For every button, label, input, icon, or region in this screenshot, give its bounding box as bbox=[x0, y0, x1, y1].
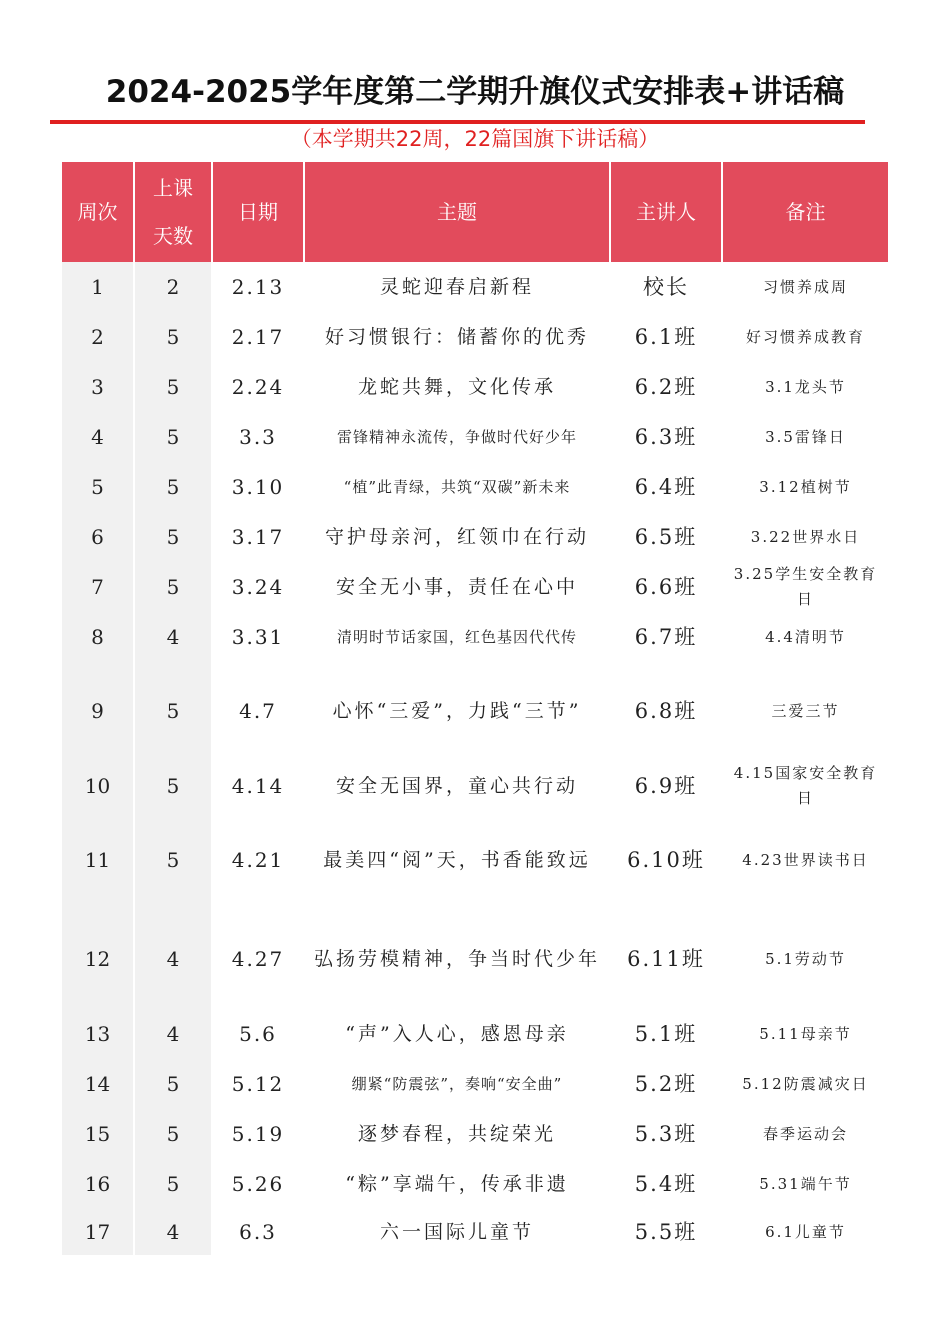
table-row bbox=[62, 1109, 888, 1159]
cell-note: 3.5雷锋日 bbox=[722, 412, 888, 462]
cell-days: 5 bbox=[134, 811, 212, 910]
cell-note: 6.1儿童节 bbox=[722, 1209, 888, 1255]
cell-week: 12 bbox=[62, 910, 134, 1009]
cell-days: 5 bbox=[134, 1059, 212, 1109]
cell-speaker: 6.1班 bbox=[610, 312, 722, 362]
cell-date: 2.24 bbox=[212, 362, 304, 412]
cell-days: 5 bbox=[134, 562, 212, 612]
cell-week: 10 bbox=[62, 761, 134, 811]
cell-date: 5.19 bbox=[212, 1109, 304, 1159]
cell-topic: 绷紧“防震弦”，奏响“安全曲” bbox=[304, 1059, 610, 1109]
table-header bbox=[62, 162, 888, 262]
cell-topic: 安全无国界，童心共行动 bbox=[304, 761, 610, 811]
cell-note: 4.23世界读书日 bbox=[722, 811, 888, 910]
cell-topic: 龙蛇共舞，文化传承 bbox=[304, 362, 610, 412]
table-row bbox=[62, 362, 888, 412]
cell-days: 5 bbox=[134, 512, 212, 562]
cell-date: 4.7 bbox=[212, 662, 304, 761]
cell-note: 春季运动会 bbox=[722, 1109, 888, 1159]
cell-date: 2.13 bbox=[212, 262, 304, 312]
cell-note: 好习惯养成教育 bbox=[722, 312, 888, 362]
cell-topic: 守护母亲河，红领巾在行动 bbox=[304, 512, 610, 562]
cell-date: 4.21 bbox=[212, 811, 304, 910]
table-body bbox=[62, 262, 888, 1255]
header-days: 上课 天数 bbox=[134, 162, 212, 262]
page-title: 2024-2025学年度第二学期升旗仪式安排表+讲话稿 bbox=[105, 74, 845, 110]
cell-week: 15 bbox=[62, 1109, 134, 1159]
table-row bbox=[62, 811, 888, 910]
cell-days: 5 bbox=[134, 1109, 212, 1159]
cell-speaker: 5.2班 bbox=[610, 1059, 722, 1109]
cell-note: 3.25学生安全教育日 bbox=[722, 562, 888, 612]
cell-date: 4.27 bbox=[212, 910, 304, 1009]
cell-week: 2 bbox=[62, 312, 134, 362]
cell-speaker: 5.3班 bbox=[610, 1109, 722, 1159]
cell-days: 4 bbox=[134, 612, 212, 662]
cell-topic: “粽”享端午，传承非遗 bbox=[304, 1159, 610, 1209]
cell-speaker: 6.8班 bbox=[610, 662, 722, 761]
cell-topic: 心怀“三爱”，力践“三节” bbox=[304, 662, 610, 761]
table-row bbox=[62, 1059, 888, 1109]
cell-days: 5 bbox=[134, 662, 212, 761]
cell-note: 3.12植树节 bbox=[722, 462, 888, 512]
cell-week: 14 bbox=[62, 1059, 134, 1109]
cell-topic: 最美四“阅”天，书香能致远 bbox=[304, 811, 610, 910]
cell-note: 5.11母亲节 bbox=[722, 1009, 888, 1059]
cell-note: 5.31端午节 bbox=[722, 1159, 888, 1209]
cell-week: 9 bbox=[62, 662, 134, 761]
cell-speaker: 6.5班 bbox=[610, 512, 722, 562]
table-row bbox=[62, 1209, 888, 1255]
cell-speaker: 6.9班 bbox=[610, 761, 722, 811]
table-row bbox=[62, 562, 888, 612]
table-row bbox=[62, 1159, 888, 1209]
cell-note: 3.22世界水日 bbox=[722, 512, 888, 562]
cell-topic: 弘扬劳模精神，争当时代少年 bbox=[304, 910, 610, 1009]
header-topic: 主题 bbox=[304, 162, 610, 262]
cell-date: 3.17 bbox=[212, 512, 304, 562]
cell-date: 3.24 bbox=[212, 562, 304, 612]
cell-topic: “植”此青绿，共筑“双碳”新未来 bbox=[304, 462, 610, 512]
cell-date: 5.26 bbox=[212, 1159, 304, 1209]
cell-week: 8 bbox=[62, 612, 134, 662]
cell-week: 7 bbox=[62, 562, 134, 612]
cell-speaker: 6.7班 bbox=[610, 612, 722, 662]
header-speaker: 主讲人 bbox=[610, 162, 722, 262]
cell-date: 3.3 bbox=[212, 412, 304, 462]
cell-days: 5 bbox=[134, 412, 212, 462]
cell-date: 3.31 bbox=[212, 612, 304, 662]
cell-speaker: 6.6班 bbox=[610, 562, 722, 612]
cell-topic: 安全无小事，责任在心中 bbox=[304, 562, 610, 612]
cell-note: 4.15国家安全教育日 bbox=[722, 761, 888, 811]
cell-topic: 雷锋精神永流传，争做时代好少年 bbox=[304, 412, 610, 462]
cell-speaker: 校长 bbox=[610, 262, 722, 312]
table-row bbox=[62, 462, 888, 512]
cell-speaker: 6.2班 bbox=[610, 362, 722, 412]
cell-speaker: 6.4班 bbox=[610, 462, 722, 512]
cell-week: 16 bbox=[62, 1159, 134, 1209]
cell-note: 5.1劳动节 bbox=[722, 910, 888, 1009]
table-row bbox=[62, 512, 888, 562]
cell-note: 3.1龙头节 bbox=[722, 362, 888, 412]
cell-speaker: 6.10班 bbox=[610, 811, 722, 910]
cell-days: 5 bbox=[134, 1159, 212, 1209]
cell-days: 4 bbox=[134, 1009, 212, 1059]
cell-topic: 清明时节话家国，红色基因代代传 bbox=[304, 612, 610, 662]
cell-topic: 好习惯银行：储蓄你的优秀 bbox=[304, 312, 610, 362]
cell-date: 2.17 bbox=[212, 312, 304, 362]
cell-date: 6.3 bbox=[212, 1209, 304, 1255]
cell-week: 17 bbox=[62, 1209, 134, 1255]
header-date: 日期 bbox=[212, 162, 304, 262]
cell-speaker: 6.3班 bbox=[610, 412, 722, 462]
cell-week: 1 bbox=[62, 262, 134, 312]
header-note: 备注 bbox=[722, 162, 888, 262]
cell-topic: 灵蛇迎春启新程 bbox=[304, 262, 610, 312]
cell-date: 5.6 bbox=[212, 1009, 304, 1059]
cell-date: 3.10 bbox=[212, 462, 304, 512]
table-row bbox=[62, 1009, 888, 1059]
table-row bbox=[62, 612, 888, 662]
cell-note: 4.4清明节 bbox=[722, 612, 888, 662]
cell-speaker: 5.1班 bbox=[610, 1009, 722, 1059]
cell-days: 5 bbox=[134, 462, 212, 512]
table-row bbox=[62, 910, 888, 1009]
cell-date: 5.12 bbox=[212, 1059, 304, 1109]
cell-week: 3 bbox=[62, 362, 134, 412]
cell-days: 5 bbox=[134, 312, 212, 362]
table-row bbox=[62, 312, 888, 362]
cell-days: 5 bbox=[134, 362, 212, 412]
table-row bbox=[62, 412, 888, 462]
schedule-table bbox=[62, 162, 888, 1255]
cell-note: 习惯养成周 bbox=[722, 262, 888, 312]
cell-days: 4 bbox=[134, 910, 212, 1009]
cell-week: 11 bbox=[62, 811, 134, 910]
cell-week: 5 bbox=[62, 462, 134, 512]
header-week: 周次 bbox=[62, 162, 134, 262]
cell-speaker: 5.5班 bbox=[610, 1209, 722, 1255]
cell-week: 4 bbox=[62, 412, 134, 462]
cell-topic: 六一国际儿童节 bbox=[304, 1209, 610, 1255]
table-row bbox=[62, 761, 888, 811]
cell-speaker: 5.4班 bbox=[610, 1159, 722, 1209]
cell-topic: 逐梦春程，共绽荣光 bbox=[304, 1109, 610, 1159]
cell-days: 2 bbox=[134, 262, 212, 312]
table-row bbox=[62, 262, 888, 312]
cell-topic: “声”入人心，感恩母亲 bbox=[304, 1009, 610, 1059]
cell-days: 4 bbox=[134, 1209, 212, 1255]
cell-date: 4.14 bbox=[212, 761, 304, 811]
cell-week: 6 bbox=[62, 512, 134, 562]
cell-week: 13 bbox=[62, 1009, 134, 1059]
page-subtitle: （本学期共22周，22篇国旗下讲话稿） bbox=[290, 127, 660, 151]
cell-days: 5 bbox=[134, 761, 212, 811]
cell-note: 5.12防震减灾日 bbox=[722, 1059, 888, 1109]
table-row bbox=[62, 662, 888, 761]
cell-speaker: 6.11班 bbox=[610, 910, 722, 1009]
cell-note: 三爱三节 bbox=[722, 662, 888, 761]
